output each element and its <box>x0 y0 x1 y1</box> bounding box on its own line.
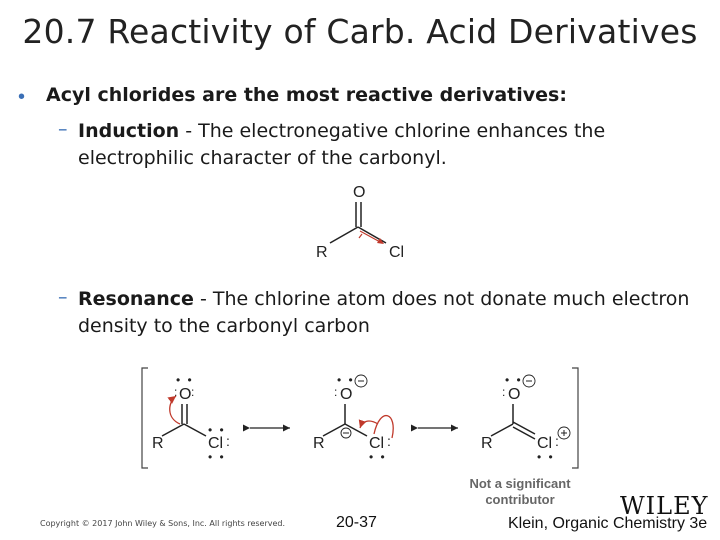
acyl-chloride-structure <box>300 180 420 265</box>
bullet-main-text: Acyl chlorides are the most reactive derivatives: <box>46 84 567 106</box>
svg-text::: : <box>191 385 195 399</box>
induction-label: Induction <box>78 120 180 142</box>
svg-text:• •: • • <box>369 450 387 464</box>
svg-text:• •: • • <box>208 423 226 437</box>
resonance-structure-3 <box>481 373 570 464</box>
sub-bullet-dash-2: – <box>58 286 68 308</box>
svg-text::: : <box>334 385 338 399</box>
mol1-r-group: R <box>316 244 328 261</box>
s3-oxygen: O <box>508 386 521 403</box>
resonance-text: - The chlorine atom does not donate much electron density to the carbonyl carbon <box>78 288 690 337</box>
svg-text:• •: • • <box>537 450 555 464</box>
svg-text:• •: • • <box>208 450 226 464</box>
induction-text: - The electronegative chlorine enhances the electrophilic character of the carbonyl. <box>78 120 606 169</box>
resonance-structure-2 <box>313 373 393 464</box>
book-citation: Klein, Organic Chemistry 3e <box>508 515 708 532</box>
svg-text::: : <box>387 433 391 449</box>
bullet-dot: • <box>18 86 26 108</box>
sub-bullet-induction <box>78 118 718 172</box>
s2-chlorine: Cl <box>369 435 385 452</box>
s1-r-group: R <box>152 435 164 452</box>
mol1-chlorine: Cl <box>389 244 405 261</box>
s1-chlorine: Cl <box>208 435 224 452</box>
svg-text:• •: • • <box>505 373 523 387</box>
s3-r-group: R <box>481 435 493 452</box>
slide-title: 20.7 Reactivity of Carb. Acid Derivatives <box>22 12 698 51</box>
svg-text::: : <box>174 385 178 399</box>
resonance-structures <box>130 360 600 475</box>
page-number: 20-37 <box>336 514 377 531</box>
sub-bullet-dash-1: – <box>58 118 68 140</box>
not-significant-note <box>452 476 588 508</box>
mol1-oxygen: O <box>353 184 366 201</box>
publisher-logo: WILEY <box>620 492 709 520</box>
resonance-structure-1 <box>152 373 230 464</box>
svg-text::: : <box>226 433 230 449</box>
left-bracket <box>142 368 148 468</box>
svg-text::: : <box>555 433 559 449</box>
svg-text:• •: • • <box>176 373 194 387</box>
resonance-label: Resonance <box>78 288 194 310</box>
s1-oxygen: O <box>179 386 192 403</box>
s2-oxygen: O <box>340 386 353 403</box>
note-line-1: Not a significant <box>469 476 571 491</box>
sub-bullet-resonance <box>78 286 718 340</box>
s2-r-group: R <box>313 435 325 452</box>
right-bracket <box>572 368 578 468</box>
svg-text:• •: • • <box>337 373 355 387</box>
note-line-2: contributor <box>485 492 555 507</box>
copyright-text: Copyright © 2017 John Wiley & Sons, Inc. All rights reserved. <box>40 519 286 528</box>
s3-chlorine: Cl <box>537 435 553 452</box>
svg-text::: : <box>502 385 506 399</box>
